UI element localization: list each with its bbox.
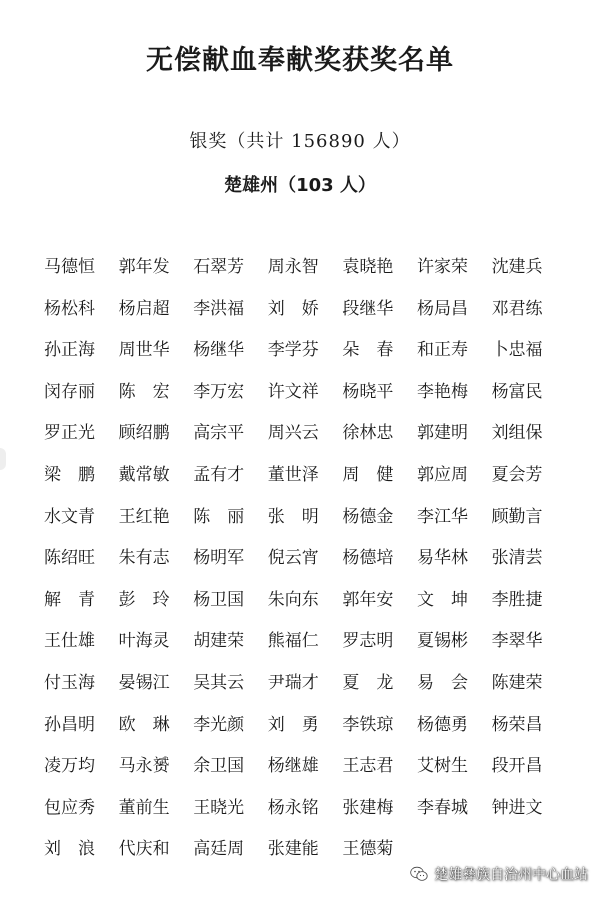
name-entry: 张清芸 [491, 548, 543, 569]
name-entry: 马德恒 [44, 257, 95, 277]
name-entry: 和正寿 [416, 340, 468, 361]
name-entry: 段开昌 [491, 756, 543, 777]
name-entry: 王仕雄 [44, 631, 95, 652]
name-entry: 顾绍鹏 [118, 423, 170, 444]
name-entry: 倪云宵 [267, 548, 319, 569]
name-entry: 艾树生 [416, 756, 468, 777]
name-entry: 夏锡彬 [416, 631, 468, 652]
name-entry: 欧 琳 [118, 714, 170, 735]
wechat-icon [410, 866, 428, 882]
watermark-text: 楚雄彝族自治州中心血站 [434, 867, 588, 883]
name-entry: 尹瑞才 [267, 672, 319, 693]
scroll-edge-indicator [0, 448, 6, 470]
name-entry: 许文祥 [267, 381, 319, 402]
name-entry: 郭应周 [416, 464, 468, 485]
name-entry: 王德菊 [342, 839, 394, 860]
name-entry: 董世泽 [267, 464, 319, 485]
name-entry: 李铁琼 [342, 714, 394, 735]
name-entry: 刘 浪 [44, 839, 95, 860]
name-entry: 陈 宏 [118, 381, 170, 402]
name-entry: 李学芬 [267, 340, 319, 361]
name-entry: 杨德勇 [416, 714, 468, 735]
name-entry: 钟进文 [491, 797, 543, 818]
name-entry: 孟有才 [193, 464, 245, 485]
name-entry: 朱有志 [118, 548, 170, 569]
name-entry: 解 青 [44, 589, 95, 610]
name-entry: 张建梅 [342, 797, 394, 818]
name-entry: 闵存丽 [44, 381, 95, 402]
name-entry: 王红艳 [118, 506, 170, 527]
name-entry: 戴常敏 [118, 464, 170, 485]
name-entry: 刘组保 [491, 423, 543, 444]
name-entry: 李光颜 [193, 714, 245, 735]
name-entry: 刘 娇 [267, 298, 319, 319]
name-entry: 李胜捷 [491, 589, 543, 610]
name-entry: 杨继华 [193, 340, 245, 361]
name-entry: 杨局昌 [416, 298, 468, 319]
name-entry: 罗志明 [342, 631, 394, 652]
name-entry: 高宗平 [193, 423, 245, 444]
name-entry: 徐林忠 [342, 423, 394, 444]
name-entry: 董前生 [118, 797, 170, 818]
name-entry: 晏锡江 [118, 672, 170, 693]
name-entry: 郭年发 [118, 257, 170, 277]
name-entry: 张 明 [267, 506, 319, 527]
region-heading: 楚雄州（103 人） [224, 175, 376, 196]
name-entry: 郭建明 [416, 423, 468, 444]
name-entry: 杨松科 [44, 298, 95, 319]
name-entry: 李翠华 [491, 631, 543, 652]
names-grid [44, 252, 564, 876]
name-entry: 袁晓艳 [342, 257, 394, 277]
name-entry: 沈建兵 [491, 257, 543, 277]
name-entry: 王志君 [342, 756, 394, 777]
name-entry: 孙正海 [44, 340, 95, 361]
name-entry: 叶海灵 [118, 631, 170, 652]
name-entry: 段继华 [342, 298, 394, 319]
name-entry: 胡建荣 [193, 631, 245, 652]
name-entry: 陈绍旺 [44, 548, 95, 569]
name-entry: 顾勤言 [491, 506, 543, 527]
name-entry: 包应秀 [44, 797, 95, 818]
name-entry: 熊福仁 [267, 631, 319, 652]
name-entry: 杨启超 [118, 298, 170, 319]
name-entry: 周永智 [267, 257, 319, 277]
name-entry: 周兴云 [267, 423, 319, 444]
name-entry: 刘 勇 [267, 714, 319, 735]
name-entry: 马永赟 [118, 756, 170, 777]
name-entry: 代庆和 [118, 839, 170, 860]
name-entry: 杨明军 [193, 548, 245, 569]
name-entry: 李春城 [416, 797, 468, 818]
watermark [410, 864, 588, 884]
name-entry: 朱向东 [267, 589, 319, 610]
name-entry: 杨晓平 [342, 381, 394, 402]
name-entry: 易 会 [416, 672, 468, 693]
name-entry: 高廷周 [193, 839, 245, 860]
award-subtitle: 银奖（共计 156890 人） [189, 131, 411, 152]
name-entry: 夏 龙 [342, 672, 394, 693]
name-entry: 杨德培 [342, 548, 394, 569]
name-entry: 杨永铭 [267, 797, 319, 818]
name-entry: 梁 鹏 [44, 464, 95, 485]
name-entry: 罗正光 [44, 423, 95, 444]
name-entry: 李艳梅 [416, 381, 468, 402]
name-entry: 李江华 [416, 506, 468, 527]
name-entry: 周世华 [118, 340, 170, 361]
name-entry: 邓君练 [491, 298, 543, 319]
name-entry: 彭 玲 [118, 589, 170, 610]
name-entry: 水文青 [44, 506, 95, 527]
name-entry: 卜忠福 [491, 340, 543, 361]
name-entry: 文 坤 [416, 589, 468, 610]
name-entry: 杨卫国 [193, 589, 245, 610]
name-entry: 杨继雄 [267, 756, 319, 777]
name-entry: 杨富民 [491, 381, 543, 402]
name-entry: 陈 丽 [193, 506, 245, 527]
name-entry: 王晓光 [193, 797, 245, 818]
page-title: 无偿献血奉献奖获奖名单 [146, 45, 454, 76]
name-entry: 易华林 [416, 548, 468, 569]
name-entry: 郭年安 [342, 589, 394, 610]
name-entry: 李洪福 [193, 298, 245, 319]
name-entry: 余卫国 [193, 756, 245, 777]
name-entry: 陈建荣 [491, 672, 543, 693]
name-entry: 石翠芳 [193, 257, 245, 277]
name-entry: 朵 春 [342, 340, 394, 361]
name-entry: 夏会芳 [491, 464, 543, 485]
name-entry: 李万宏 [193, 381, 245, 402]
name-entry: 凌万均 [44, 756, 95, 777]
name-entry: 张建能 [267, 839, 319, 860]
name-entry: 周 健 [342, 464, 394, 485]
name-entry: 付玉海 [44, 672, 95, 693]
name-entry: 杨荣昌 [491, 714, 543, 735]
name-entry: 吴其云 [193, 672, 245, 693]
name-entry: 杨德金 [342, 506, 394, 527]
name-entry: 许家荣 [416, 257, 468, 277]
name-entry: 孙昌明 [44, 714, 95, 735]
